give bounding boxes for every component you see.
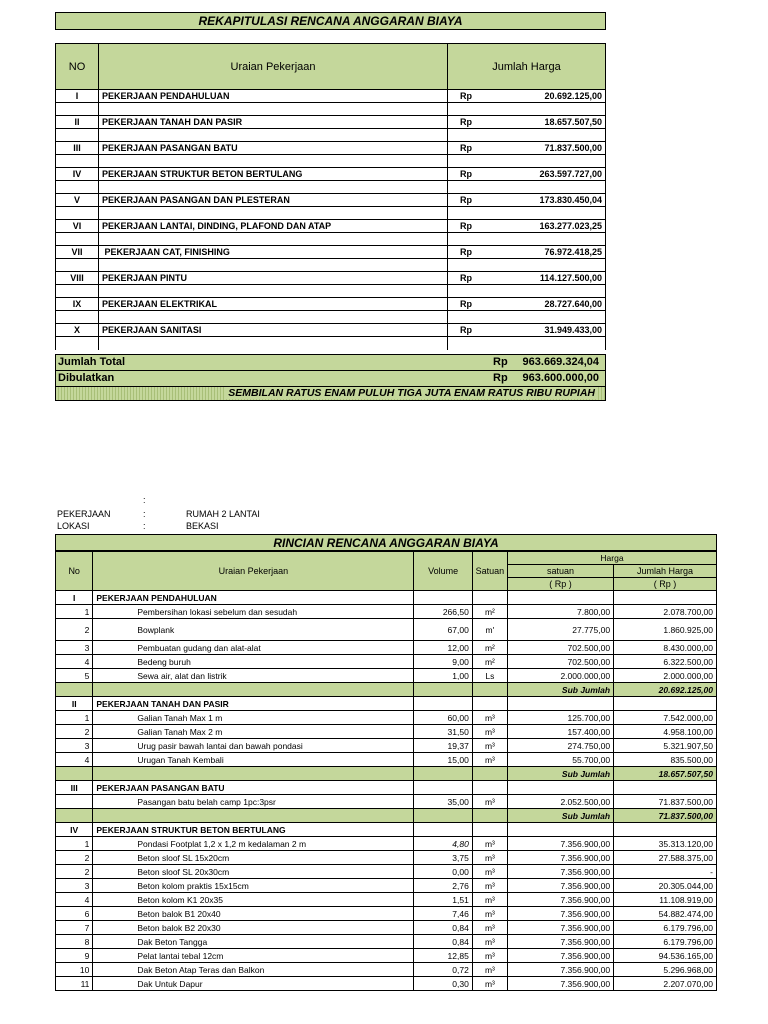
item-jumlah: 835.500,00 [614,753,717,767]
section-row [56,823,717,837]
item-harga: 7.356.900,00 [508,977,614,991]
item-satuan: m³ [472,921,507,935]
item-harga: 7.356.900,00 [508,865,614,879]
summary-row-no: X [56,324,99,337]
lokasi-value: BEKASI [186,521,219,531]
item-satuan: m³ [472,879,507,893]
item-row [56,851,717,865]
summary-spacer-row [56,337,606,350]
item-satuan: m³ [472,837,507,851]
subtotal-value: 18.657.507,50 [614,767,717,781]
item-harga: 702.500,00 [508,655,614,669]
item-row [56,711,717,725]
header-no: NO [56,44,99,90]
item-satuan: m² [472,655,507,669]
item-harga: 7.356.900,00 [508,907,614,921]
summary-row [56,298,606,311]
lokasi-colon: : [143,521,146,531]
detail-header-harga: Harga [508,552,717,565]
item-row [56,865,717,879]
summary-row-rp: Rp [448,90,524,103]
item-harga: 7.356.900,00 [508,851,614,865]
item-harga: 7.356.900,00 [508,921,614,935]
summary-row-amount: 76.972.418,25 [523,246,606,259]
section-title: PEKERJAAN STRUKTUR BETON BERTULANG [93,823,414,837]
summary-row-uraian: PEKERJAAN SANITASI [99,324,448,337]
item-volume: 15,00 [414,753,472,767]
item-harga: 7.356.900,00 [508,935,614,949]
item-no: 11 [56,977,93,991]
pekerjaan-colon: : [143,509,146,519]
item-satuan: m³ [472,753,507,767]
subtotal-value: 71.837.500,00 [614,809,717,823]
summary-row-no: V [56,194,99,207]
summary-row-uraian: PEKERJAAN PASANGAN BATU [99,142,448,155]
item-no: 7 [56,921,93,935]
item-row [56,977,717,991]
item-jumlah: 2.000.000,00 [614,669,717,683]
item-uraian: Bedeng buruh [93,655,414,669]
item-satuan: m³ [472,893,507,907]
detail-header-jumlah-rp: ( Rp ) [614,578,717,591]
item-satuan: m² [472,605,507,619]
item-uraian: Pondasi Footplat 1,2 x 1,2 m kedalaman 2 m [93,837,414,851]
total-rp: Rp [493,356,508,368]
summary-row-no: I [56,90,99,103]
item-harga: 2.052.500,00 [508,795,614,809]
item-uraian: Sewa air, alat dan listrik [93,669,414,683]
info-colon-top: : [143,495,146,505]
summary-spacer-row [56,311,606,324]
item-row [56,963,717,977]
summary-spacer-row [56,155,606,168]
item-volume: 0,72 [414,963,472,977]
summary-row [56,90,606,103]
summary-row [56,272,606,285]
summary-row-uraian: PEKERJAAN ELEKTRIKAL [99,298,448,311]
rounded-label: Dibulatkan [58,372,115,384]
item-row [56,935,717,949]
detail-title: RINCIAN RENCANA ANGGARAN BIAYA [55,534,717,551]
summary-row-amount: 20.692.125,00 [523,90,606,103]
section-row [56,591,717,605]
summary-spacer-row [56,129,606,142]
item-no: 9 [56,949,93,963]
item-uraian: Urug pasir bawah lantai dan bawah pondasi [93,739,414,753]
item-volume: 67,00 [414,619,472,641]
item-uraian: Pelat lantai tebal 12cm [93,949,414,963]
item-no: 2 [56,725,93,739]
item-satuan: m³ [472,739,507,753]
item-uraian: Galian Tanah Max 2 m [93,725,414,739]
section-row [56,781,717,795]
item-satuan: m³ [472,935,507,949]
item-uraian: Beton balok B1 20x40 [93,907,414,921]
subtotal-row [56,809,717,823]
item-harga: 702.500,00 [508,641,614,655]
summary-row-rp: Rp [448,298,524,311]
summary-spacer-row [56,233,606,246]
section-no: II [56,697,93,711]
summary-row-rp: Rp [448,168,524,181]
item-no: 5 [56,669,93,683]
item-row [56,725,717,739]
item-harga: 7.356.900,00 [508,837,614,851]
item-satuan: m³ [472,907,507,921]
subtotal-label: Sub Jumlah [508,767,614,781]
item-harga: 7.356.900,00 [508,893,614,907]
summary-row-amount: 173.830.450,04 [523,194,606,207]
item-uraian: Bowplank [93,619,414,641]
rounded-value: 963.600.000,00 [522,372,599,384]
summary-title: REKAPITULASI RENCANA ANGGARAN BIAYA [55,12,606,30]
summary-row [56,116,606,129]
item-volume: 0,30 [414,977,472,991]
item-harga: 27.775,00 [508,619,614,641]
summary-row-amount: 18.657.507,50 [523,116,606,129]
item-harga: 7.800,00 [508,605,614,619]
section-row [56,697,717,711]
section-no: I [56,591,93,605]
summary-row-amount: 71.837.500,00 [523,142,606,155]
item-row [56,641,717,655]
item-no: 1 [56,837,93,851]
summary-row-no: II [56,116,99,129]
section-title: PEKERJAAN PASANGAN BATU [93,781,414,795]
summary-row-rp: Rp [448,220,524,233]
item-harga: 55.700,00 [508,753,614,767]
summary-row-uraian: PEKERJAAN PINTU [99,272,448,285]
summary-row-amount: 163.277.023,25 [523,220,606,233]
item-volume: 2,76 [414,879,472,893]
section-title: PEKERJAAN TANAH DAN PASIR [93,697,414,711]
item-volume: 0,00 [414,865,472,879]
item-jumlah: 1.860.925,00 [614,619,717,641]
item-volume: 9,00 [414,655,472,669]
item-jumlah: 20.305.044,00 [614,879,717,893]
summary-row-amount: 263.597.727,00 [523,168,606,181]
item-row [56,921,717,935]
item-volume: 0,84 [414,935,472,949]
summary-spacer-row [56,259,606,272]
item-harga: 274.750,00 [508,739,614,753]
rounded-row [55,370,606,386]
subtotal-value: 20.692.125,00 [614,683,717,697]
item-harga: 7.356.900,00 [508,949,614,963]
item-no: 2 [56,851,93,865]
item-uraian: Dak Untuk Dapur [93,977,414,991]
item-uraian: Pembersihan lokasi sebelum dan sesudah [93,605,414,619]
item-no: 8 [56,935,93,949]
item-no: 3 [56,641,93,655]
item-row [56,753,717,767]
rounded-rp: Rp [493,372,508,384]
detail-header-satuan: Satuan [472,552,507,591]
item-jumlah: 4.958.100,00 [614,725,717,739]
summary-spacer-row [56,207,606,220]
item-jumlah: 54.882.474,00 [614,907,717,921]
item-jumlah: 6.322.500,00 [614,655,717,669]
item-harga: 125.700,00 [508,711,614,725]
total-label: Jumlah Total [58,356,126,368]
item-jumlah: 11.108.919,00 [614,893,717,907]
detail-header-jumlah: Jumlah Harga [614,565,717,578]
item-uraian: Beton sloof SL 15x20cm [93,851,414,865]
item-satuan: m³ [472,711,507,725]
summary-row-rp: Rp [448,272,524,285]
item-uraian: Dak Beton Tangga [93,935,414,949]
item-uraian: Beton balok B2 20x30 [93,921,414,935]
item-uraian: Beton kolom K1 20x35 [93,893,414,907]
item-no: 10 [56,963,93,977]
summary-row-uraian: PEKERJAAN PENDAHULUAN [99,90,448,103]
summary-row-uraian: PEKERJAAN STRUKTUR BETON BERTULANG [99,168,448,181]
lokasi-label: LOKASI [57,521,90,531]
item-satuan: m³ [472,795,507,809]
item-no: 4 [56,753,93,767]
item-no [56,795,93,809]
summary-row [56,194,606,207]
subtotal-row [56,767,717,781]
terbilang-row [55,386,606,401]
detail-header-harga-satuan: satuan [508,565,614,578]
detail-header-uraian: Uraian Pekerjaan [93,552,414,591]
item-jumlah: 6.179.796,00 [614,921,717,935]
summary-row-rp: Rp [448,194,524,207]
summary-row-amount: 28.727.640,00 [523,298,606,311]
item-harga: 2.000.000,00 [508,669,614,683]
item-satuan: m³ [472,865,507,879]
total-value: 963.669.324,04 [522,356,599,368]
item-satuan: m³ [472,977,507,991]
item-volume: 0,84 [414,921,472,935]
summary-spacer-row [56,285,606,298]
item-no: 4 [56,893,93,907]
item-no: 1 [56,711,93,725]
item-uraian: Pembuatan gudang dan alat-alat [93,641,414,655]
summary-spacer-row [56,181,606,194]
detail-header-no: No [56,552,93,591]
summary-row-no: VII [56,246,99,259]
subtotal-label: Sub Jumlah [508,683,614,697]
summary-row [56,168,606,181]
item-uraian: Dak Beton Atap Teras dan Balkon [93,963,414,977]
item-jumlah: 7.542.000,00 [614,711,717,725]
item-uraian: Urugan Tanah Kembali [93,753,414,767]
item-volume: 60,00 [414,711,472,725]
header-jumlah: Jumlah Harga [448,44,606,90]
item-jumlah: 71.837.500,00 [614,795,717,809]
item-no: 2 [56,619,93,641]
item-no: 3 [56,879,93,893]
summary-row-amount: 31.949.433,00 [523,324,606,337]
item-satuan: m³ [472,949,507,963]
item-no: 1 [56,605,93,619]
item-row [56,949,717,963]
item-harga: 7.356.900,00 [508,963,614,977]
item-row [56,739,717,753]
summary-row [56,324,606,337]
item-row [56,795,717,809]
header-uraian: Uraian Pekerjaan [99,44,448,90]
item-uraian: Beton sloof SL 20x30cm [93,865,414,879]
summary-row-no: IX [56,298,99,311]
pekerjaan-label: PEKERJAAN [57,509,111,519]
item-row [56,605,717,619]
item-no: 6 [56,907,93,921]
summary-row [56,142,606,155]
item-satuan: m³ [472,963,507,977]
item-jumlah: 35.313.120,00 [614,837,717,851]
pekerjaan-value: RUMAH 2 LANTAI [186,509,260,519]
item-jumlah: 94.536.165,00 [614,949,717,963]
item-volume: 1,51 [414,893,472,907]
summary-row-uraian: PEKERJAAN TANAH DAN PASIR [99,116,448,129]
item-satuan: m³ [472,851,507,865]
item-harga: 157.400,00 [508,725,614,739]
total-row [55,354,606,370]
summary-row-no: VIII [56,272,99,285]
summary-table [55,43,606,350]
item-uraian: Pasangan batu belah camp 1pc:3psr [93,795,414,809]
summary-row-uraian: PEKERJAAN LANTAI, DINDING, PLAFOND DAN ATAP [99,220,448,233]
item-volume: 266,50 [414,605,472,619]
item-no: 4 [56,655,93,669]
detail-header-volume: Volume [414,552,472,591]
summary-row-no: III [56,142,99,155]
item-jumlah: 8.430.000,00 [614,641,717,655]
terbilang-text: SEMBILAN RATUS ENAM PULUH TIGA JUTA ENAM RATUS RIBU RUPIAH [228,387,595,399]
summary-header-row [56,44,606,90]
item-row [56,837,717,851]
summary-row-rp: Rp [448,116,524,129]
item-jumlah: 5.296.968,00 [614,963,717,977]
item-row [56,879,717,893]
item-uraian: Beton kolom praktis 15x15cm [93,879,414,893]
item-row [56,619,717,641]
item-row [56,655,717,669]
item-volume: 31,50 [414,725,472,739]
section-no: III [56,781,93,795]
item-jumlah: - [614,865,717,879]
item-no: 3 [56,739,93,753]
summary-row [56,220,606,233]
summary-row-rp: Rp [448,142,524,155]
summary-row-no: VI [56,220,99,233]
summary-row-amount: 114.127.500,00 [523,272,606,285]
item-jumlah: 2.078.700,00 [614,605,717,619]
detail-header-harga-rp: ( Rp ) [508,578,614,591]
item-row [56,907,717,921]
item-volume: 3,75 [414,851,472,865]
summary-row-uraian: PEKERJAAN CAT, FINISHING [99,246,448,259]
item-row [56,669,717,683]
summary-row-rp: Rp [448,324,524,337]
item-volume: 19,37 [414,739,472,753]
item-satuan: m² [472,641,507,655]
section-title: PEKERJAAN PENDAHULUAN [93,591,414,605]
summary-row [56,246,606,259]
item-row [56,893,717,907]
item-volume: 12,85 [414,949,472,963]
item-jumlah: 27.588.375,00 [614,851,717,865]
detail-table-wrap [55,551,717,991]
summary-row-no: IV [56,168,99,181]
item-satuan: m³ [472,725,507,739]
subtotal-row [56,683,717,697]
item-satuan: Ls [472,669,507,683]
item-volume: 12,00 [414,641,472,655]
item-jumlah: 5.321.907,50 [614,739,717,753]
section-no: IV [56,823,93,837]
summary-row-rp: Rp [448,246,524,259]
item-harga: 7.356.900,00 [508,879,614,893]
summary-spacer-row [56,103,606,116]
item-satuan: m' [472,619,507,641]
item-jumlah: 6.179.796,00 [614,935,717,949]
item-uraian: Galian Tanah Max 1 m [93,711,414,725]
item-jumlah: 2.207.070,00 [614,977,717,991]
item-volume: 35,00 [414,795,472,809]
item-volume: 1,00 [414,669,472,683]
subtotal-label: Sub Jumlah [508,809,614,823]
summary-row-uraian: PEKERJAAN PASANGAN DAN PLESTERAN [99,194,448,207]
item-volume: 4,80 [414,837,472,851]
item-volume: 7,46 [414,907,472,921]
item-no: 2 [56,865,93,879]
